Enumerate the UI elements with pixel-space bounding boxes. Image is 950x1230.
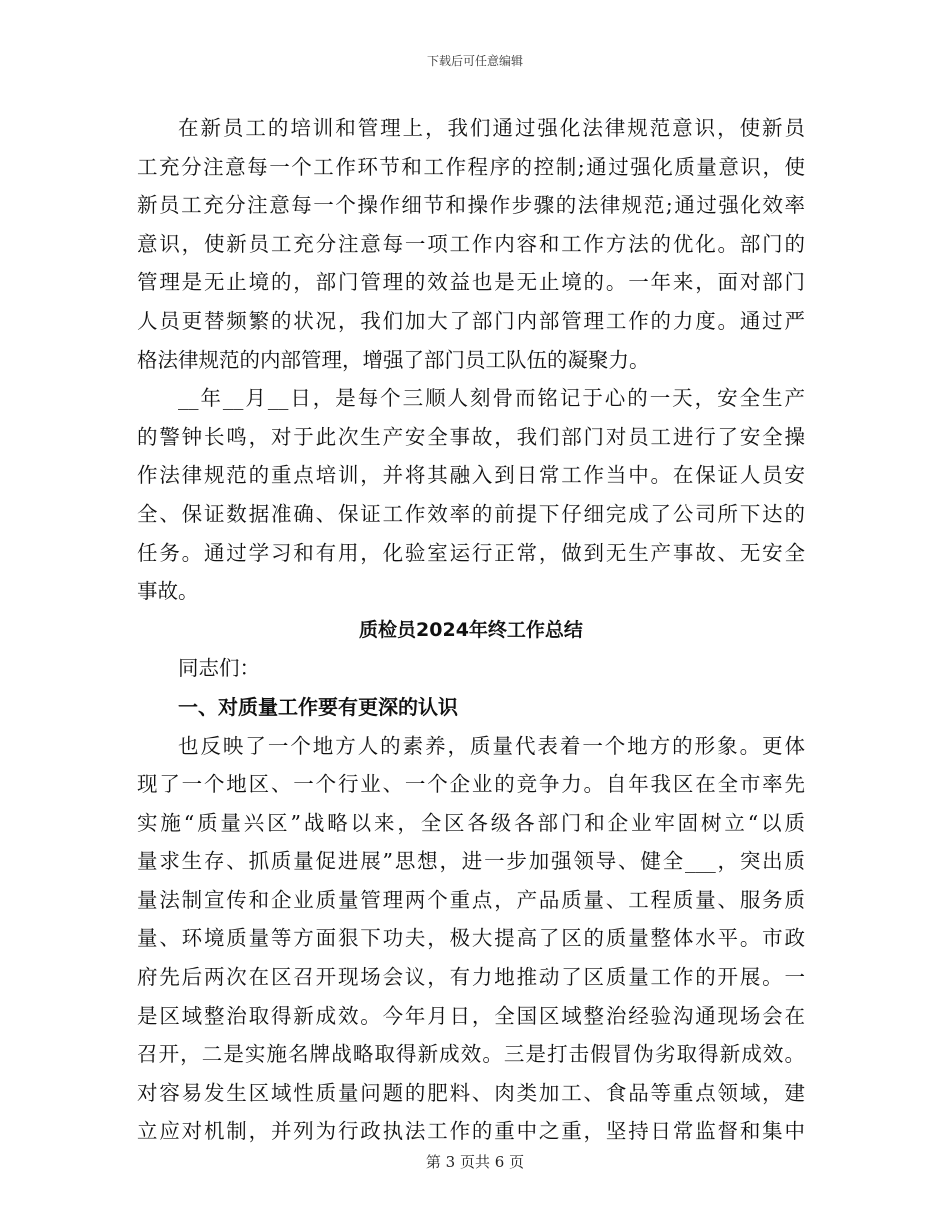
page-number: 第 3 页共 6 页 <box>425 1153 525 1171</box>
text-line: 任务。通过学习和有用，化验室运行正常，做到无生产事故、无安全 <box>137 540 805 565</box>
text-line: 人员更替频繁的状况，我们加大了部门内部管理工作的力度。通过严 <box>137 308 805 333</box>
text-line: 是区域整治取得新成效。今年月日，全国区域整治经验沟通现场会在 <box>137 1003 805 1028</box>
page-header: 下载后可任意编辑 <box>426 54 523 68</box>
text-line: 召开，二是实施名牌战略取得新成效。三是打击假冒伪劣取得新成效。 <box>137 1042 805 1067</box>
text-line: 管理是无止境的，部门管理的效益也是无止境的。一年来，面对部门 <box>137 270 805 295</box>
text-line: 格法律规范的内部管理，增强了部门员工队伍的凝聚力。 <box>137 347 650 372</box>
text-line: 量法制宣传和企业质量管理两个重点，产品质量、工程质量、服务质 <box>137 887 805 912</box>
text-line: 现了一个地区、一个行业、一个企业的竞争力。自年我区在全市率先 <box>137 772 805 797</box>
text-line: 立应对机制，并列为行政执法工作的重中之重，坚持日常监督和集中 <box>137 1119 805 1144</box>
text-line: 也反映了一个地方人的素养，质量代表着一个地方的形象。更体 <box>178 733 805 758</box>
text-line: 对容易发生区域性质量问题的肥料、肉类加工、食品等重点领域，建 <box>137 1080 805 1105</box>
salutation: 同志们： <box>178 656 260 681</box>
text-line: 意识，使新员工充分注意每一项工作内容和工作方法的优化。部门的 <box>137 231 805 256</box>
document-title: 质检员2024年终工作总结 <box>359 618 583 641</box>
text-line: __年__月__日，是每个三顺人刻骨而铭记于心的一天，安全生产 <box>178 386 805 411</box>
paragraph-quality-understanding <box>137 727 805 1152</box>
text-line: 事故。 <box>137 579 199 604</box>
text-line: 的警钟长鸣，对于此次生产安全事故，我们部门对员工进行了安全操 <box>137 424 805 449</box>
text-line: 量、环境质量等方面狠下功夫，极大提高了区的质量整体水平。市政 <box>137 926 805 951</box>
text-line: 实施“质量兴区”战略以来，全区各级各部门和企业牢固树立“以质 <box>137 810 805 835</box>
text-line: 量求生存、抓质量促进展”思想，进一步加强领导、健全___，突出质 <box>137 849 805 874</box>
text-line: 府先后两次在区召开现场会议，有力地推动了区质量工作的开展。一 <box>137 965 805 990</box>
document-body <box>137 109 805 1151</box>
text-line: 在新员工的培训和管理上，我们通过强化法律规范意识，使新员 <box>178 116 805 140</box>
paragraph-new-staff-training <box>137 109 805 379</box>
text-line: 工充分注意每一个工作环节和工作程序的控制;通过强化质量意识，使 <box>137 154 805 179</box>
text-line: 作法律规范的重点培训，并将其融入到日常工作当中。在保证人员安 <box>137 463 805 488</box>
text-line: 新员工充分注意每一个操作细节和操作步骤的法律规范;通过强化效率 <box>137 193 805 218</box>
text-line: 全、保证数据准确、保证工作效率的前提下仔细完成了公司所下达的 <box>137 501 805 526</box>
paragraph-safety-accident <box>137 379 805 611</box>
section-heading: 一、对质量工作要有更深的认识 <box>178 694 458 719</box>
